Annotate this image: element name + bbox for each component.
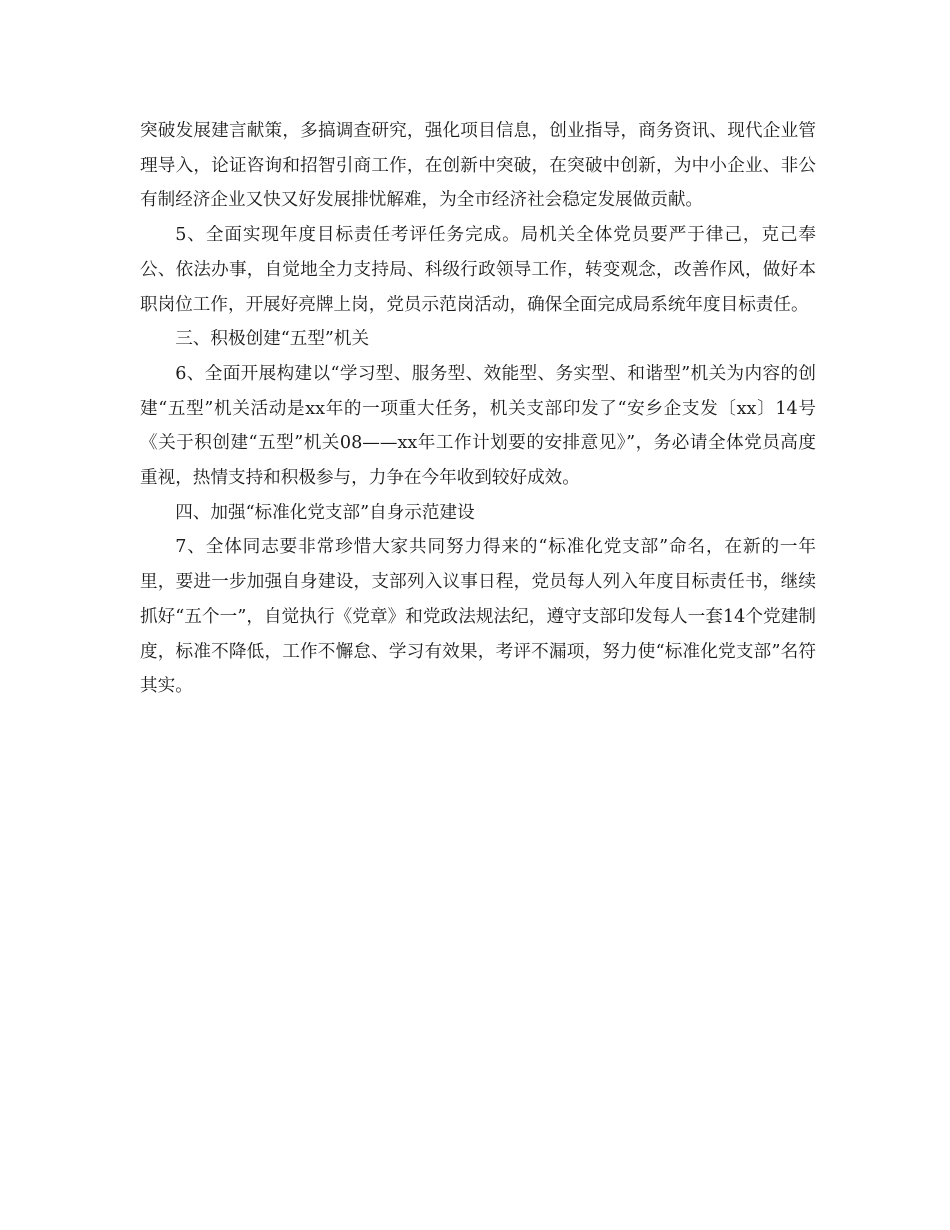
paragraph-item-6: 6、全面开展构建以“学习型、服务型、效能型、务实型、和谐型”机关为内容的创建“五型”机关活动是xx年的一项重大任务，机关支部印发了“安乡企支发〔xx〕14号《关于积创建“五型”机关08——xx年工作计划要的安排意见》”，务必请全体党员高度重视，热情支持和积极参与，力争在今年收到较好成效。 (140, 363, 816, 489)
section-heading-4: 四、加强“标准化党支部”自身示范建设 (175, 502, 475, 523)
document-body (140, 114, 816, 704)
paragraph-item-7: 7、全体同志要非常珍惜大家共同努力得来的“标准化党支部”命名，在新的一年里，要进一步加强自身建设，支部列入议事日程，党员每人列入年度目标责任书，继续抓好“五个一”，自觉执行《党章》和党政法规法纪，遵守支部印发每人一套14个党建制度，标准不降低，工作不懈怠、学习有效果，考评不漏项，努力使“标准化党支部”名符其实。 (140, 537, 816, 697)
section-heading-3: 三、积极创建“五型”机关 (175, 329, 370, 350)
paragraph-item-5: 5、全面实现年度目标责任考评任务完成。局机关全体党员要严于律己，克己奉公、依法办事，自觉地全力支持局、科级行政领导工作，转变观念，改善作风，做好本职岗位工作，开展好亮牌上岗，党员示范岗活动，确保全面完成局系统年度目标责任。 (140, 225, 816, 315)
paragraph-continuation: 突破发展建言献策，多搞调查研究，强化项目信息，创业指导，商务资讯、现代企业管理导入，论证咨询和招智引商工作，在创新中突破，在突破中创新，为中小企业、非公有制经济企业又快又好发展排忧解难，为全市经济社会稳定发展做贡献。 (140, 121, 816, 211)
